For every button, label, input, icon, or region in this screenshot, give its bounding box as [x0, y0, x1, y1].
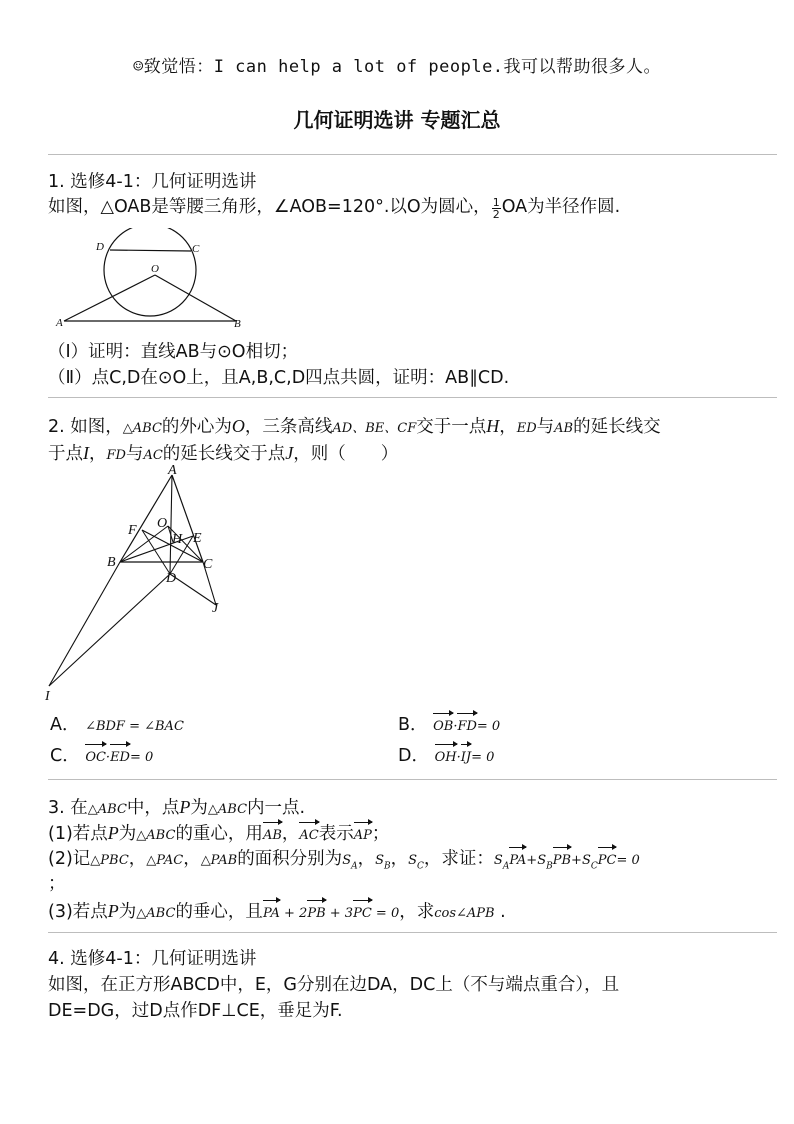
q2-label-b: B — [107, 555, 116, 570]
q4-line1: 如图，在正方形ABCD中，E，G分别在边DA，DC上（不与端点重合），且 — [48, 975, 620, 995]
divider — [48, 154, 777, 155]
q1-segment-oa — [64, 275, 155, 321]
q2-label-e: E — [193, 531, 202, 546]
q2-label-j: J — [212, 601, 219, 616]
q2-line-fd — [142, 530, 170, 574]
q2-line-dj — [170, 574, 216, 605]
q2-label-h: H — [172, 532, 183, 547]
q2-label-i: I — [45, 689, 50, 704]
divider — [48, 779, 777, 780]
q2-line-bi — [49, 562, 120, 686]
q2-option-b[interactable]: B． OB·FD= 0 — [398, 713, 500, 739]
q1-part1: （Ⅰ）证明：直线AB与⊙O相切； — [48, 342, 299, 362]
q2-option-d[interactable]: D． OH·IJ= 0 — [398, 744, 494, 770]
q2-option-a[interactable]: A． ∠BDF = ∠BAC — [50, 715, 184, 735]
q1-heading: 1. 选修4-1：几何证明选讲 — [48, 172, 257, 192]
q1-figure — [50, 228, 260, 333]
q3-line5: (3)若点P为△ABC的垂心，且PA + 2PB + 3PC = 0，求cos∠APB . — [48, 899, 506, 926]
q2-figure — [40, 462, 240, 707]
q2-label-o: O — [157, 516, 168, 531]
q3-line3: (2)记△PBC，△PAC，△PAB的面积分别为$S_A$，$S_B$，$S_C$，求证：$S_APA+S_BPB+S_CPC= 0$ — [48, 849, 640, 872]
q2-line-di — [49, 574, 170, 686]
q1-stem: 如图，△OAB是等腰三角形，∠AOB=120°.以O为圆心， $\frac{1}{2}$ OA为半径作圆. — [48, 196, 621, 221]
q1-chord-dc — [110, 250, 191, 251]
motto — [0, 52, 794, 77]
divider — [48, 932, 777, 933]
motto-text: 致觉悟：I can help a lot of people.我可以帮助很多人。 — [143, 57, 662, 77]
q2-label-a: A — [168, 463, 177, 478]
smiley-icon: ☺ — [132, 57, 144, 77]
q2-label-f: F — [128, 523, 137, 538]
q1-label-b: B — [234, 318, 241, 330]
q2-altitude-ad — [170, 475, 172, 574]
q2-side-ac — [172, 475, 203, 562]
q1-circle — [104, 228, 196, 316]
q3-line4: ； — [48, 874, 66, 894]
q1-label-c: C — [192, 243, 200, 255]
q1-segment-ob — [155, 275, 236, 321]
q1-label-d: D — [96, 241, 104, 253]
q3-line1: 3. 在△ABC中，点P为△ABC内一点. — [48, 797, 306, 818]
q1-label-a: A — [56, 317, 63, 329]
page-title: 几何证明选讲 专题汇总 — [293, 108, 501, 132]
q2-option-c[interactable]: C． OC·ED= 0 — [50, 744, 153, 770]
q4-line2: DE=DG，过D点作DF⊥CE，垂足为F. — [48, 1001, 343, 1021]
q1-fraction: $\frac{1}{2}$ — [492, 196, 500, 221]
q2-stem-line2: 于点I，FD与AC的延长线交于点J，则（ ） — [48, 443, 399, 464]
q4-heading: 4. 选修4-1：几何证明选讲 — [48, 949, 257, 969]
divider — [48, 397, 777, 398]
q3-line2: (1)若点P为△ABC的重心，用AB，AC表示AP； — [48, 821, 389, 848]
q2-label-d: D — [166, 571, 177, 586]
q1-label-o: O — [151, 263, 159, 275]
q2-stem-line1: 2. 如图，△ABC的外心为O，三条高线AD、BE、CF交于一点H，ED与AB的延长线交 — [48, 416, 661, 437]
q2-label-c: C — [203, 557, 213, 572]
q1-part2: （Ⅱ）点C,D在⊙O上，且A,B,C,D四点共圆，证明：AB∥CD. — [48, 368, 510, 388]
